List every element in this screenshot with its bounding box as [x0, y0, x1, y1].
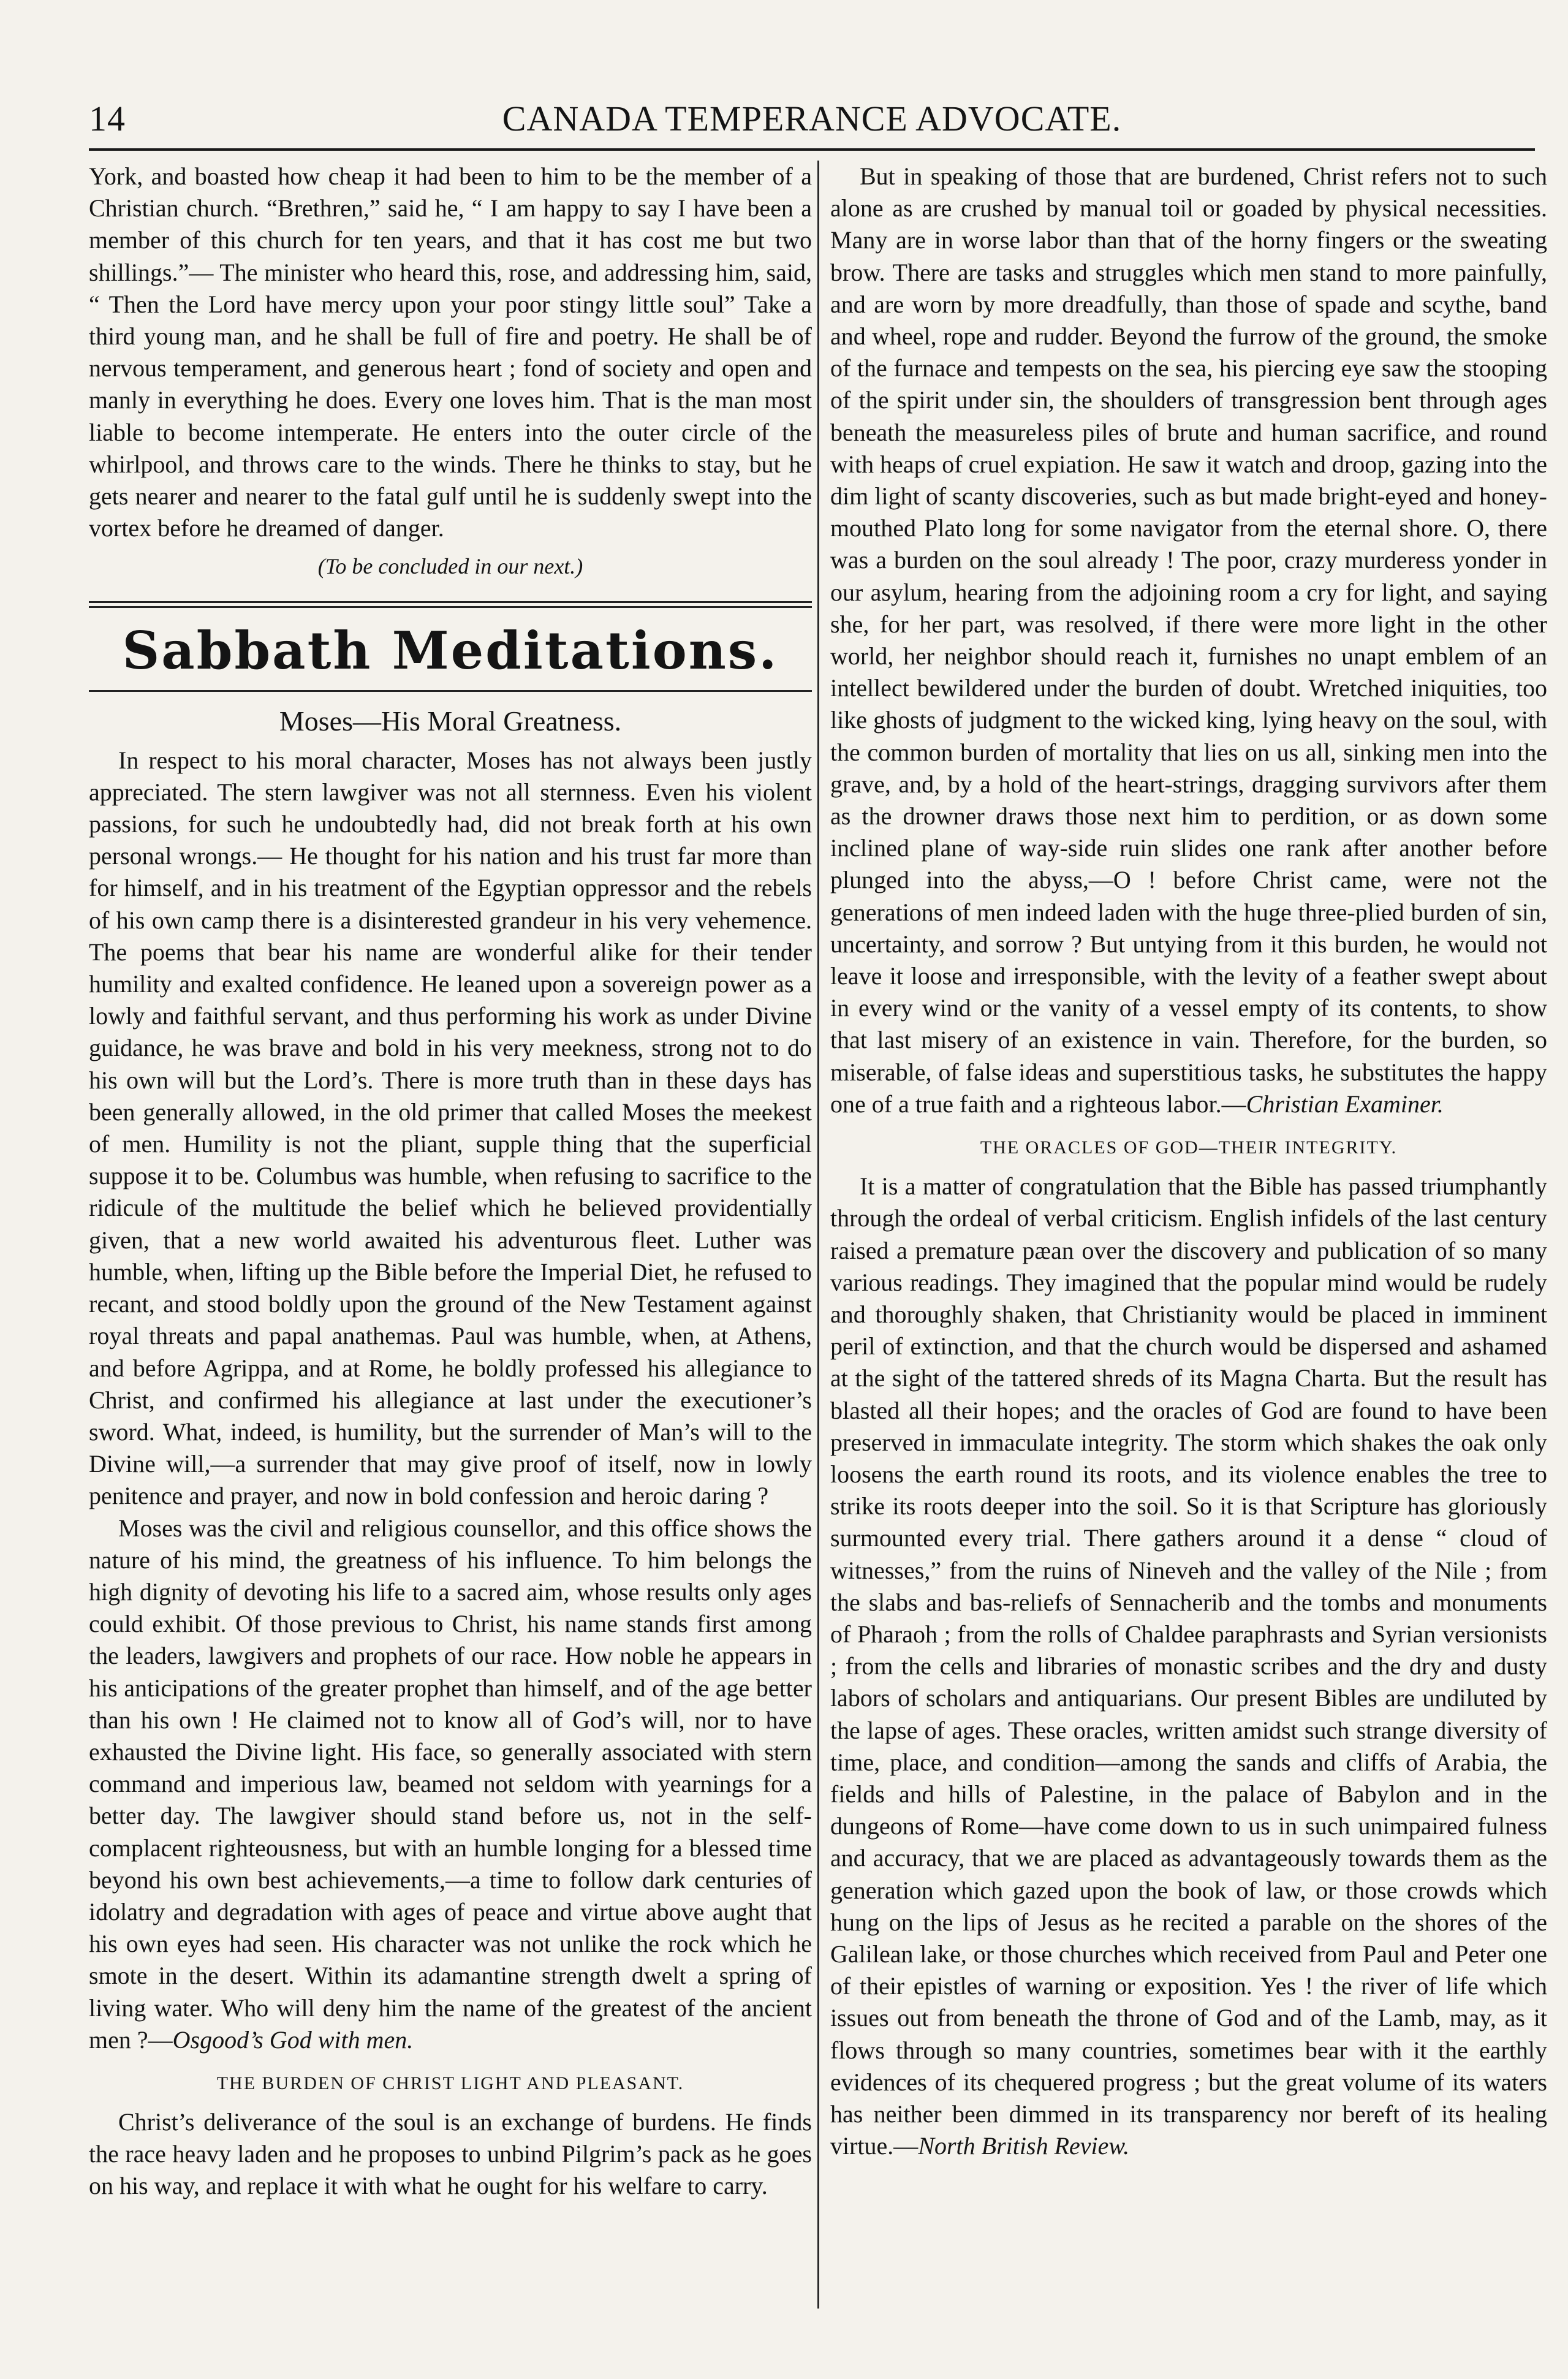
continued-article-text: York, and boasted how cheap it had been to him to be the member of a Christian church. “Brethren,” said he, “ I am happy to say I have been a member of this church for ten years, and that it has cost me but two shillings.”— The minister who heard this, rose, and addressing him, said, “ Then the Lord have mercy upon your poor stingy little soul” Take a third young man, and he shall be full of fire and poetry. He shall be of nervous temperament, and generous heart ; fond of society and open and manly in everything he does. Every one loves him. That is the man most liable to become intemperate. He enters into the outer circle of the whirlpool, and throws care to the winds. There he thinks to stay, but he gets nearer and nearer to the fatal gulf until he is suddenly swept into the vortex before he dreamed of danger.	[89, 162, 812, 542]
moses-attribution: Osgood’s God with men.	[172, 2025, 414, 2054]
oracles-attribution: North British Review.	[918, 2132, 1130, 2160]
moses-paragraph-1: In respect to his moral character, Moses has not always been justly appreciated. The stern lawgiver was not all sternness. Even his violent passions, for such he undoubtedly had, did not break forth at his own personal wrongs.— He thought for his nation and his trust far more than for himself, and in his treatment of the Egyptian oppressor and the rebels of his own camp there is a disinterested grandeur in his very vehemence. The poems that bear his name are wonderful alike for their tender humility and exalted confidence. He leaned upon a sovereign power as a lowly and faithful servant, and thus performing his work as under Divine guidance, he was brave and bold in his very meekness, strong not to do his own will but the Lord’s. There is more truth than in these days has been generally allowed, in the old primer that called Moses the meekest of men. Humility is not the pliant, supple thing that the superficial suppose it to be. Columbus was humble, when refusing to sacrifice to the ridicule of the multitude the belief which he believed providentially given, that a new world awaited his adventurous fleet. Luther was humble, when, lifting up the Bible before the Imperial Diet, he refused to recant, and stood boldly upon the ground of the New Testament against royal threats and papal anathemas. Paul was humble, when, at Athens, and before Agrippa, and at Rome, he boldly professed his allegiance to Christ, and confirmed his allegiance at last under the executioner’s sword. What, indeed, is humility, but the surrender of Man’s will to the Divine will,—a surrender that may give proof of itself, now in lowly penitence and prayer, and now in bold confession and heroic daring ?	[89, 746, 812, 1510]
oracles-paragraph	[830, 1171, 1547, 2162]
burden-continued-text: But in speaking of those that are burdened, Christ refers not to such alone as are crushed by manual toil or goaded by physical necessities. Many are in worse labor than that of the horny fingers or the sweating brow. There are tasks and struggles which men stand to more painfully, and are worn by more dreadfully, than those of spade and scythe, band and wheel, rope and rudder. Beyond the furrow of the ground, the smoke of the furnace and tempests on the sea, his piercing eye saw the stooping of the spirit under sin, the shoulders of transgression bent through ages beneath the measureless piles of brute and human sacrifice, and round with heaps of cruel expiation. He saw it watch and droop, gazing into the dim light of scanty discoveries, such as but made bright-eyed and honey-mouthed Plato long for some navigator from the eternal shore. O, there was a burden on the soul already ! The poor, crazy murderess yonder in our asylum, hearing from the adjoining room a cry for light, and saying she, for her part, was resolved, if there were more light in the other world, her neighbor should reach it, furnishes no unapt emblem of an intellect bewildered under the burden of doubt. Wretched iniquities, too like ghosts of judgment to the wicked king, lying heavy on the soul, with the common burden of mortality that lies on us all, sinking men into the grave, and, by a hold of the heart-strings, dragging survivors after them as the drowner draws those next him to perdition, or as down some inclined plane of way-side ruin slides one rank after another before plunged into the abyss,—O ! before Christ came, were not the generations of men indeed laden with the huge three-plied burden of sin, uncertainty, and sorrow ? But untying from it this burden, he would not leave it loose and irresponsible, with the levity of a feather swept about in every wind or the vanity of a vessel empty of its contents, to show that last misery of an existence in vain. Therefore, for the burden, so miserable, of false ideas and superstitious tasks, he substitutes the happy one of a true faith and a righteous labor.—	[830, 162, 1547, 1118]
section-heading-rule	[89, 690, 812, 692]
oracles-subtitle: THE ORACLES OF GOD—THEIR INTEGRITY.	[980, 1137, 1398, 1158]
burden-attribution: Christian Examiner.	[1246, 1090, 1444, 1118]
column-divider	[817, 161, 819, 2309]
burden-subtitle: THE BURDEN OF CHRIST LIGHT AND PLEASANT.	[216, 2073, 684, 2093]
running-head	[89, 98, 1535, 147]
section-heading: Sabbath Meditations.	[122, 620, 779, 681]
journal-title: CANADA TEMPERANCE ADVOCATE.	[502, 99, 1122, 138]
moses-paragraph-2	[89, 1512, 812, 2056]
oracles-text: It is a matter of congratulation that the Bible has passed triumphantly through the ordeal of verbal criticism. English infidels of the last century raised a premature pæan over the discovery and publication of so many various readings. They imagined that the popular mind would be rudely and thoroughly shaken, that Christianity would be placed in imminent peril of extinction, and that the church would be dispersed and ashamed at the sight of the tattered shreds of its Magna Charta. But the result has blasted all their hopes; and the oracles of God are found to have been preserved in immaculate integrity. The storm which shakes the oak only loosens the earth round its roots, and its violence enables the tree to strike its roots deeper into the soil. So it is that Scripture has gloriously surmounted every trial. There gathers around it a dense “ cloud of witnesses,” from the ruins of Nineveh and the valley of the Nile ; from the slabs and bas-reliefs of Sennacherib and the tombs and monuments of Pharaoh ; from the rolls of Chaldee paraphrasts and Syrian versionists ; from the cells and libraries of monastic scribes and the dry and dusty labors of scholars and antiquarians. Our present Bibles are undiluted by the lapse of ages. These oracles, written amidst such strange diversity of time, place, and condition—among the sands and cliffs of Arabia, the fields and hills of Palestine, in the palace of Babylon and in the dungeons of Rome—have come down to us in such unimpaired fulness and accuracy, that we are placed as advantageously towards them as the generation which gazed upon the book of law, or those crowds which hung on the lips of Jesus as he recited a parable on the shores of the Galilean lake, or those churches which received from Paul and Peter one of their epistles of warning or exposition. Yes ! the river of life which issues out from beneath the throne of God and of the Lamb, may, as it flows through so many countries, sometimes bear with it the earthly evidences of its chequered progress ; but the great volume of its waters has neither been dimmed in its transparency nor bereft of its healing virtue.—	[830, 1172, 1547, 2160]
burden-paragraph: Christ’s deliverance of the soul is an exchange of burdens. He finds the race heavy laden and he proposes to unbind Pilgrim’s pack as he goes on his way, and replace it with what he ought for his welfare to carry.	[89, 2108, 812, 2200]
right-column	[830, 161, 1547, 2330]
article-title: Moses—His Moral Greatness.	[279, 705, 622, 737]
section-rule	[89, 601, 812, 608]
header-rule	[89, 148, 1535, 151]
moses-paragraph-2-text: Moses was the civil and religious counsellor, and this office shows the nature of his mind, the greatness of his influence. To him belongs the high dignity of devoting his life to a sacred aim, whose results only ages could exhibit. Of those previous to Christ, his name stands first among the leaders, lawgivers and prophets of our race. How noble he appears in his anticipations of the greater prophet than himself, and of the age better than his own ! He claimed not to know all of God’s will, nor to have exhausted the Divine light. His face, so generally associated with stern command and imperious law, beamed not seldom with yearnings for a better day. The lawgiver should stand before us, not in the self-complacent righteousness, but with an humble longing for a blessed time beyond his own best achievements,—a time to follow dark centuries of idolatry and degradation with ages of peace and virtue above aught that his own eyes had seen. His character was not unlike the rock which he smote in the desert. Within its adamantine strength dwelt a spring of living water. Who will deny him the name of the greatest of the ancient men ?—	[89, 1514, 812, 2054]
left-column	[89, 161, 812, 2330]
to-be-concluded-note: (To be concluded in our next.)	[317, 554, 583, 579]
burden-continued-paragraph	[830, 161, 1547, 1120]
page-number: 14	[89, 99, 126, 138]
